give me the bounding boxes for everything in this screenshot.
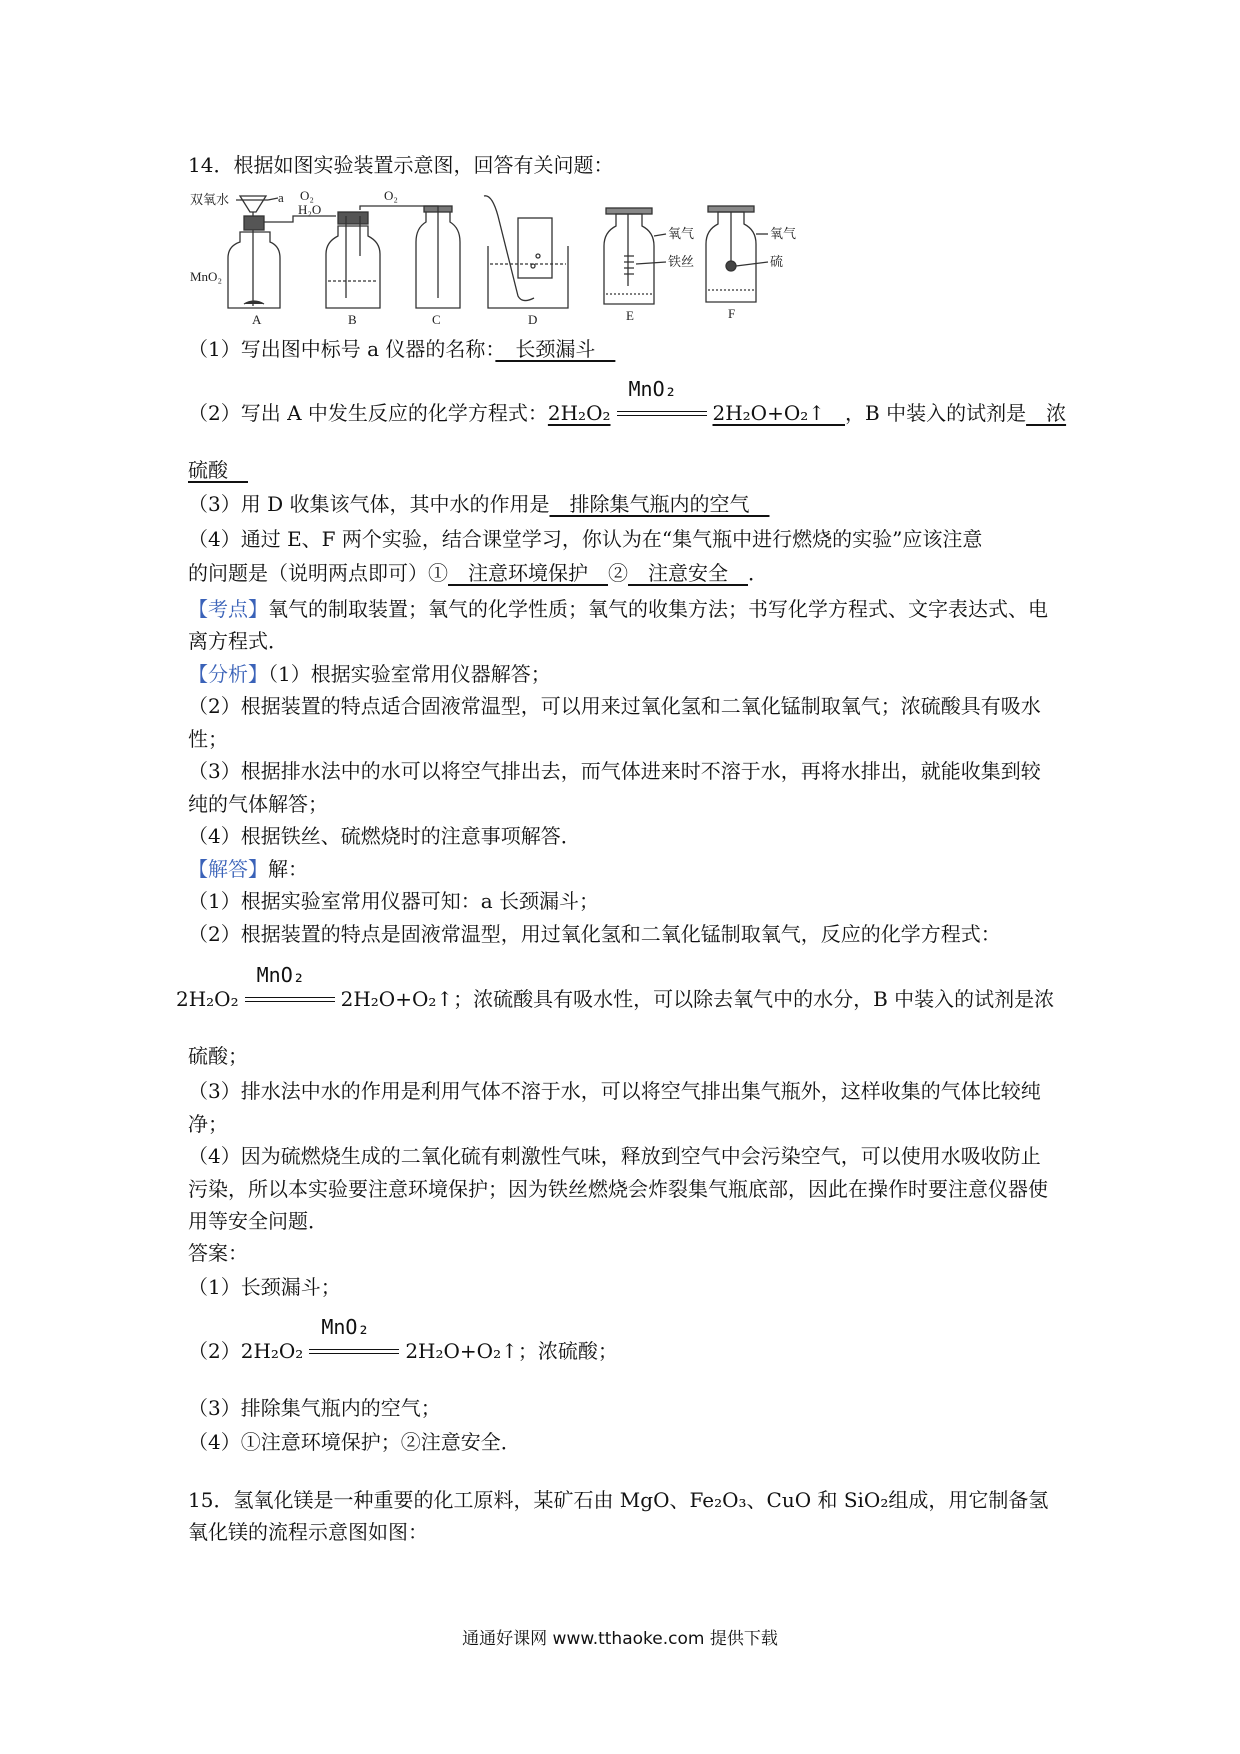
svg-text:E: E: [626, 308, 634, 323]
svg-text:铁丝: 铁丝: [668, 254, 695, 269]
label-mno2: MnO₂: [190, 269, 222, 284]
q14-part1: （1）写出图中标号 a 仪器的名称： 长颈漏斗: [188, 337, 616, 361]
reaction-arrow: MnO₂: [617, 414, 707, 415]
svg-text:O₂: O₂: [300, 188, 314, 203]
svg-text:氧气: 氧气: [668, 226, 695, 241]
svg-text:O₂: O₂: [384, 188, 398, 203]
answer-blank-4a: 注意环境保护: [448, 561, 608, 585]
apparatus-d: [484, 196, 568, 326]
answer-blank-1: 长颈漏斗: [495, 337, 616, 361]
q14-part4-line1: （4）通过 E、F 两个实验，结合课堂学习，你认为在“集气瓶中进行燃烧的实验”应该注意: [188, 526, 983, 551]
answer-label: 答案：: [188, 1240, 248, 1265]
apparatus-figure: [188, 186, 828, 326]
q14-part4-line2: 的问题是（说明两点即可）① 注意环境保护 ② 注意安全 ．: [188, 561, 768, 585]
apparatus-c: [384, 188, 460, 326]
answer-blank-3: 排除集气瓶内的空气: [549, 492, 770, 516]
answer-blank-2: 浓: [1026, 401, 1067, 425]
q14-part3: （3）用 D 收集该气体，其中水的作用是 排除集气瓶内的空气: [188, 492, 770, 516]
svg-text:硫: 硫: [770, 254, 784, 269]
question-15-text: 15．氢氧化镁是一种重要的化工原料，某矿石由 MgO、Fe₂O₃、CuO 和 SiO₂组成，用它制备氢氧化镁的流程示意图如图：: [188, 1487, 1049, 1544]
fenxi-section: 【分析】（1）根据实验室常用仪器解答；: [188, 661, 551, 686]
answer-blank-4b: 注意安全: [628, 561, 748, 585]
answer-blank-2-cont: 硫酸: [188, 457, 248, 482]
page-footer: 通通好课网 www.tthaoke.com 提供下载: [462, 1629, 778, 1649]
svg-text:C: C: [432, 312, 441, 326]
kaodian-section: 【考点】氧气的制取装置；氧气的化学性质；氧气的收集方法；书写化学方程式、文字表达式、电离方程式．: [188, 596, 1048, 653]
svg-text:B: B: [348, 312, 357, 326]
equation-right: 2H₂O+O₂↑: [712, 401, 846, 425]
document-page: 14．根据如图实验装置示意图，回答有关问题： 双氧水 a MnO₂ A O₂ H₂O B O₂ C D 氧气 铁丝 E 氧气 硫 F （1）写出图中标号 a 仪器的名称： 长颈漏斗 （2）写出 A 中发生反应的化学方程式：2H₂O₂ MnO₂ 2H₂O+O₂↑ ，B 中装入的试剂是 浓 硫酸 （3）用 D 收集该气体，其中水的作用是 排除集气瓶内的空气 （4）通过 E、F 两个实验，结合课堂学习，你认为在“集气瓶中进行燃烧的实验”应该注意 的问题是（说明两点即可）① 注意环境保护 ② 注意安全 ． 【考点】氧气的制取装置；氧气的化学性质；氧气的收集方法；书写化学方程式、文字表达式、电离方程式． 【分析】（1）根据实验室常用仪器解答； （2）根据装置的特点适合固液常温型，可以用来过氧化氢和二氧化锰制取氧气；浓硫酸具有吸水性； （3）根据排水法中的水可以将空气排出去，而气体进来时不溶于水，再将水排出，就能收集到较纯的气体解答； （4）根据铁丝、硫燃烧时的注意事项解答． 【解答】解： （1）根据实验室常用仪器可知：a 长颈漏斗； （2）根据装置的特点是固液常温型，用过氧化氢和二氧化锰制取氧气，反应的化学方程式： 2H₂O₂ MnO₂ 2H₂O+O₂↑；浓硫酸具有吸水性，可以除去氧气中的水分，B 中装入的试剂是浓 硫酸； （3）排水法中水的作用是利用气体不溶于水，可以将空气排出集气瓶外，这样收集的气体比较纯净； （4）因为硫燃烧生成的二氧化硫有刺激性气味，释放到空气中会污染空气，可以使用水吸收防止污染，所以本实验要注意环境保护；因为铁丝燃烧会炸裂集气瓶底部，因此在操作时要注意仪器使用等安全问题． 答案： （1）长颈漏斗； （2）2H₂O₂ MnO₂ 2H₂O+O₂↑；浓硫酸； （3）排除集气瓶内的空气； （4）①注意环境保护；②注意安全． 15．氢氧化镁是一种重要的化工原料，某矿石由 MgO、Fe₂O₃、CuO 和 SiO₂组成，用它制备氢氧化镁的流程示意图如图：: [188, 150, 1058, 1549]
apparatus-f: [706, 206, 796, 321]
apparatus-b: [298, 188, 418, 326]
svg-text:F: F: [728, 306, 736, 321]
question-14-title: 14．根据如图实验装置示意图，回答有关问题：: [188, 153, 614, 177]
jieda-section: 【解答】解：: [188, 856, 308, 881]
label-a: a: [278, 190, 284, 205]
jieda-equation: 2H₂O₂ MnO₂ 2H₂O+O₂↑；浓硫酸具有吸水性，可以除去氧气中的水分，B 中装入的试剂是浓: [176, 963, 1055, 1011]
svg-text:氧气: 氧气: [770, 226, 797, 241]
apparatus-e: [604, 208, 694, 323]
apparatus-label-a: A: [252, 312, 262, 326]
svg-text:D: D: [528, 312, 538, 326]
label-h2o2: 双氧水: [190, 192, 230, 207]
equation-left: 2H₂O₂: [547, 401, 611, 425]
answer-equation: （2）2H₂O₂ MnO₂ 2H₂O+O₂↑；浓硫酸；: [188, 1315, 618, 1363]
svg-text:H₂O: H₂O: [298, 202, 322, 217]
q14-part2: （2）写出 A 中发生反应的化学方程式：2H₂O₂ MnO₂ 2H₂O+O₂↑ ，B 中装入的试剂是 浓: [188, 377, 1067, 425]
